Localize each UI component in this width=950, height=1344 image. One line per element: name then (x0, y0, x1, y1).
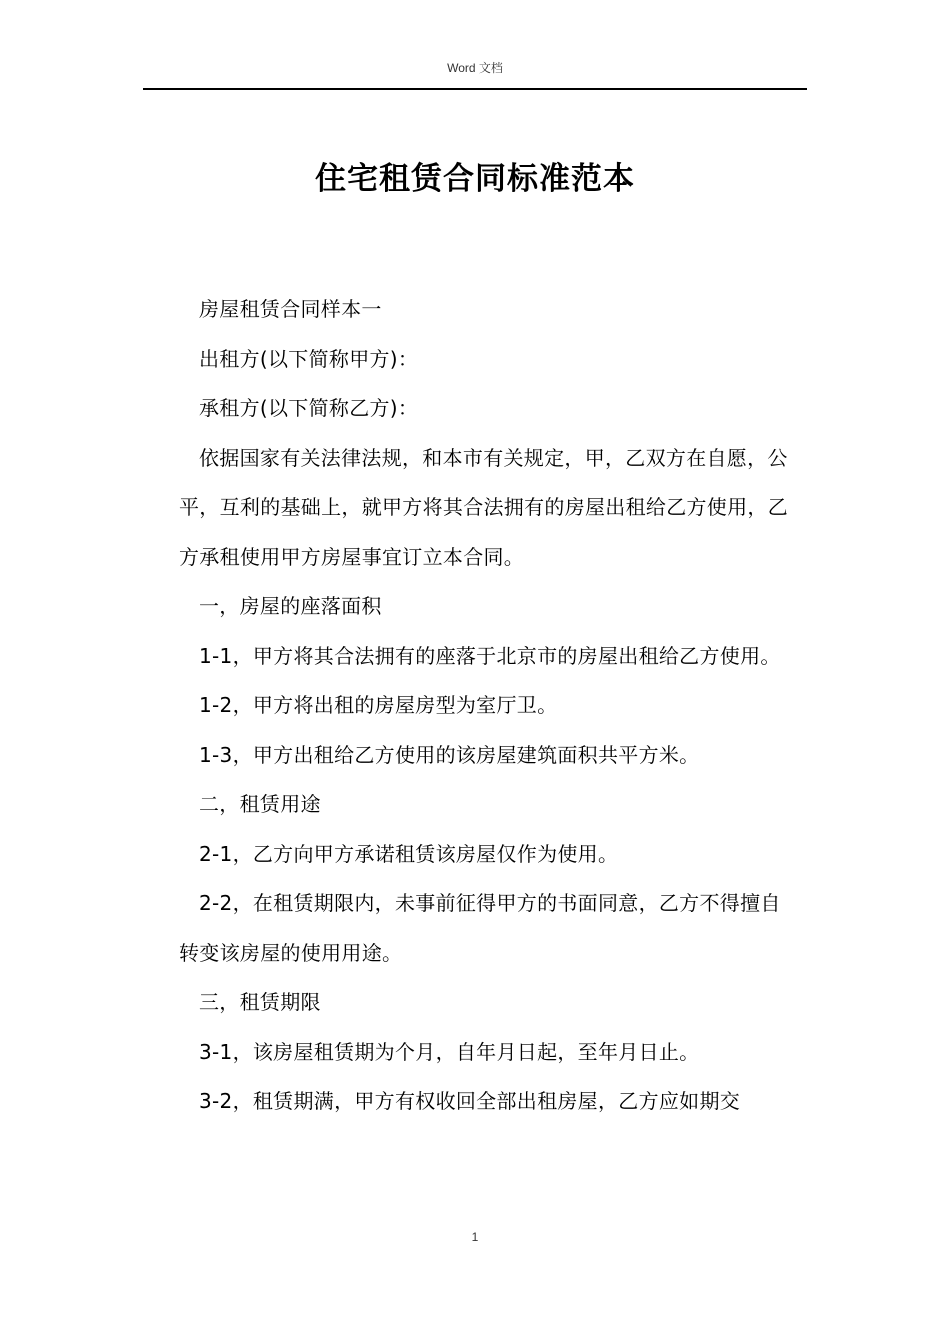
paragraph: 房屋租赁合同样本一 (199, 297, 382, 321)
paragraph: 3-2，租赁期满，甲方有权收回全部出租房屋，乙方应如期交 (199, 1089, 741, 1113)
paragraph: 1-2，甲方将出租的房屋房型为室厅卫。 (199, 693, 558, 717)
paragraph: 二，租赁用途 (199, 792, 321, 816)
page-number: 1 (471, 1230, 479, 1244)
paragraph: 1-1，甲方将其合法拥有的座落于北京市的房屋出租给乙方使用。 (199, 643, 781, 668)
paragraph: 1-3，甲方出租给乙方使用的该房屋建筑面积共平方米。 (199, 742, 700, 767)
paragraph: 三，租赁期限 (199, 990, 321, 1014)
document-title: 住宅租赁合同标准范本 (315, 161, 635, 197)
paragraph: 承租方(以下简称乙方)： (199, 396, 419, 420)
paragraph: 2-1，乙方向甲方承诺租赁该房屋仅作为使用。 (199, 841, 619, 866)
header-text: Word 文档 (447, 61, 503, 75)
paragraph: 依据国家有关法律法规，和本市有关规定，甲，乙双方在自愿，公平，互利的基础上，就甲方将其合法拥有的房屋出租给乙方使用，乙方承租使用甲方房屋事宜订立本合同。 (179, 445, 788, 569)
page-header (143, 60, 807, 90)
paragraph: 2-2，在租赁期限内，未事前征得甲方的书面同意，乙方不得擅自转变该房屋的使用用途。 (179, 891, 781, 965)
paragraph: 出租方(以下简称甲方)： (199, 346, 419, 371)
document-body (179, 285, 791, 1127)
paragraph: 一，房屋的座落面积 (199, 594, 382, 618)
paragraph: 3-1，该房屋租赁期为个月，自年月日起，至年月日止。 (199, 1039, 700, 1064)
